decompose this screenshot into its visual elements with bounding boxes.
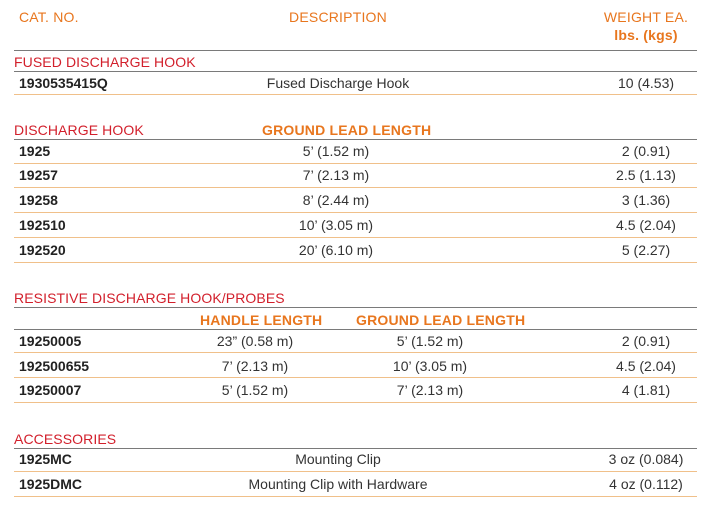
divider bbox=[14, 448, 697, 449]
header-description: DESCRIPTION bbox=[289, 9, 387, 25]
divider bbox=[14, 187, 697, 188]
divider bbox=[14, 237, 697, 238]
divider bbox=[14, 212, 697, 213]
divider bbox=[14, 71, 697, 72]
cat-no: 192510 bbox=[19, 217, 66, 233]
header-cat-no: CAT. NO. bbox=[19, 9, 79, 25]
cat-no: 1925DMC bbox=[19, 476, 83, 492]
cat-no: 1930535415Q bbox=[19, 75, 108, 91]
section-title-resistive: RESISTIVE DISCHARGE HOOK/PROBES bbox=[14, 290, 285, 306]
description: Mounting Clip with Hardware bbox=[248, 476, 428, 492]
weight: 4 oz (0.112) bbox=[609, 476, 683, 492]
ground-lead-length: 7’ (2.13 m) bbox=[302, 167, 370, 183]
divider bbox=[14, 496, 697, 497]
col-label-handle-length: HANDLE LENGTH bbox=[200, 312, 323, 328]
description: Mounting Clip bbox=[295, 451, 381, 467]
divider bbox=[14, 471, 697, 472]
ground-lead-length: 20’ (6.10 m) bbox=[298, 242, 374, 258]
cat-no: 19250007 bbox=[19, 382, 82, 398]
divider bbox=[14, 262, 697, 263]
cat-no: 1925 bbox=[19, 143, 51, 159]
header-weight-line2: lbs. (kgs) bbox=[614, 27, 678, 43]
section-title-discharge: DISCHARGE HOOK bbox=[14, 122, 144, 138]
cat-no: 192520 bbox=[19, 242, 66, 258]
weight: 10 (4.53) bbox=[617, 75, 675, 91]
weight: 3 (1.36) bbox=[621, 192, 671, 208]
weight: 4 (1.81) bbox=[621, 382, 671, 398]
cat-no: 19258 bbox=[19, 192, 58, 208]
weight: 4.5 (2.04) bbox=[616, 217, 676, 233]
cat-no: 19250005 bbox=[19, 333, 82, 349]
ground-lead-length: 10’ (3.05 m) bbox=[392, 358, 468, 374]
header-weight-line1: WEIGHT EA. bbox=[603, 9, 689, 25]
divider bbox=[14, 377, 697, 378]
cat-no: 1925MC bbox=[19, 451, 72, 467]
cat-no: 19257 bbox=[19, 167, 58, 183]
ground-lead-length: 5’ (1.52 m) bbox=[396, 333, 464, 349]
section-title-fused: FUSED DISCHARGE HOOK bbox=[14, 54, 196, 70]
divider bbox=[14, 139, 697, 140]
weight: 2.5 (1.13) bbox=[616, 167, 676, 183]
ground-lead-length: 5’ (1.52 m) bbox=[302, 143, 370, 159]
cat-no: 192500655 bbox=[19, 358, 90, 374]
col-label-ground-lead: GROUND LEAD LENGTH bbox=[356, 312, 526, 328]
weight: 5 (2.27) bbox=[621, 242, 671, 258]
handle-length: 5’ (1.52 m) bbox=[221, 382, 289, 398]
handle-length: 7’ (2.13 m) bbox=[221, 358, 289, 374]
divider bbox=[14, 307, 697, 308]
divider bbox=[14, 94, 697, 95]
weight: 2 (0.91) bbox=[621, 143, 671, 159]
ground-lead-length: 7’ (2.13 m) bbox=[396, 382, 464, 398]
divider bbox=[14, 329, 697, 330]
divider bbox=[14, 163, 697, 164]
weight: 3 oz (0.084) bbox=[608, 451, 684, 467]
divider bbox=[14, 352, 697, 353]
description: Fused Discharge Hook bbox=[266, 75, 410, 91]
ground-lead-length: 8’ (2.44 m) bbox=[302, 192, 370, 208]
divider bbox=[14, 50, 697, 51]
handle-length: 23” (0.58 m) bbox=[216, 333, 294, 349]
col-label-ground-lead: GROUND LEAD LENGTH bbox=[262, 122, 432, 138]
weight: 4.5 (2.04) bbox=[616, 358, 676, 374]
divider bbox=[14, 402, 697, 403]
section-title-accessories: ACCESSORIES bbox=[14, 431, 117, 447]
weight: 2 (0.91) bbox=[621, 333, 671, 349]
ground-lead-length: 10’ (3.05 m) bbox=[298, 217, 374, 233]
